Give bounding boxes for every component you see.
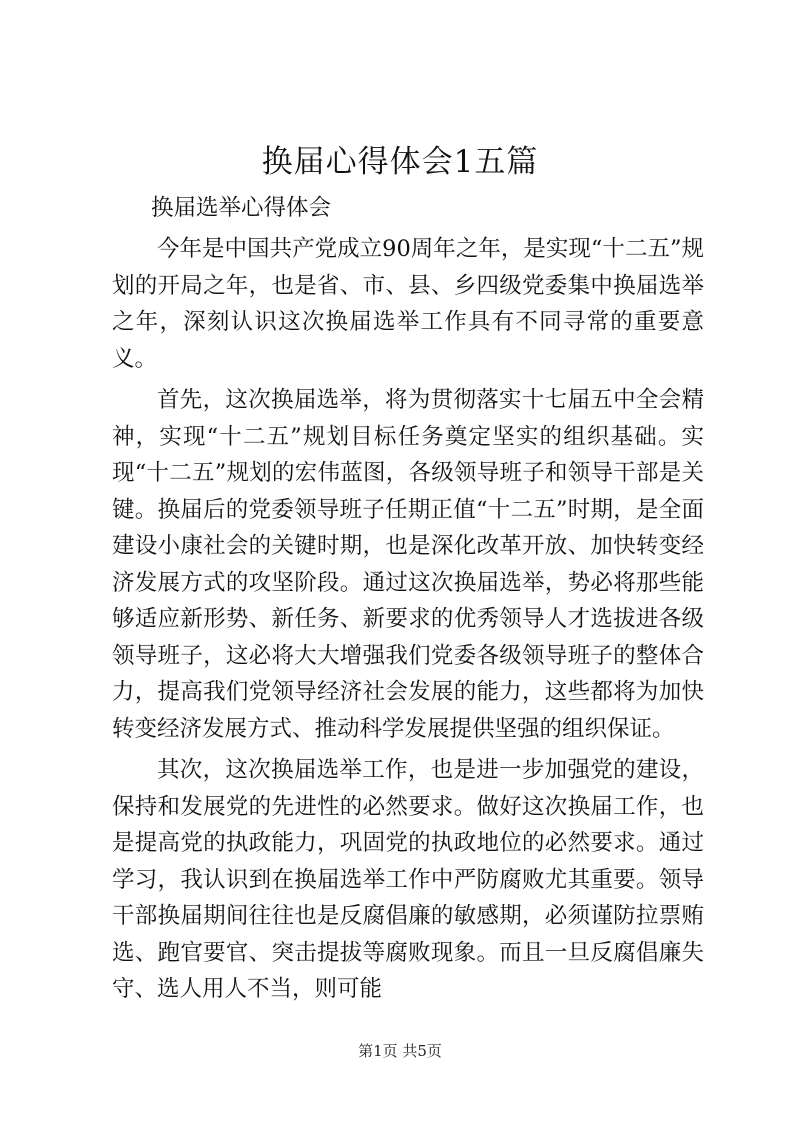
- paragraph-1: 今年是中国共产党成立90周年之年，是实现“十二五”规划的开局之年，也是省、市、县、乡四级党委集中换届选举之年，深刻认识这次换届选举工作具有不同寻常的重要意义。: [112, 236, 704, 372]
- paragraph-3: 其次，这次换届选举工作，也是进一步加强党的建设，保持和发展党的先进性的必然要求。做好这次换届工作，也是提高党的执政能力，巩固党的执政地位的必然要求。通过学习，我认识到在换届选举工作中严防腐败尤其重要。领导干部换届期间往往也是反腐倡廉的敏感期，必须谨防拉票贿选、跑官要官、突击提拔等腐败现象。而且一旦反腐倡廉失守、选人用人不当，则可能: [112, 757, 704, 1002]
- paragraph-2: 首先，这次换届选举，将为贯彻落实十七届五中全会精神，实现“十二五”规划目标任务奠定坚实的组织基础。实现“十二五”规划的宏伟蓝图，各级领导班子和领导干部是关键。换届后的党委领导班子任期正值“十二五”时期，是全面建设小康社会的关键时期，也是深化改革开放、加快转变经济发展方式的攻坚阶段。通过这次换届选举，势必将那些能够适应新形势、新任务、新要求的优秀领导人才选拔进各级领导班子，这必将大大增强我们党委各级领导班子的整体合力，提高我们党领导经济社会发展的能力，这些都将为加快转变经济发展方式、推动科学发展提供坚强的组织保证。: [112, 387, 704, 742]
- document-title: 换届心得体会1五篇: [261, 144, 539, 180]
- document-subtitle: 换届选举心得体会: [151, 195, 332, 221]
- document-body: [112, 190, 704, 1008]
- page-number-footer: 第1页 共5页: [358, 1042, 442, 1060]
